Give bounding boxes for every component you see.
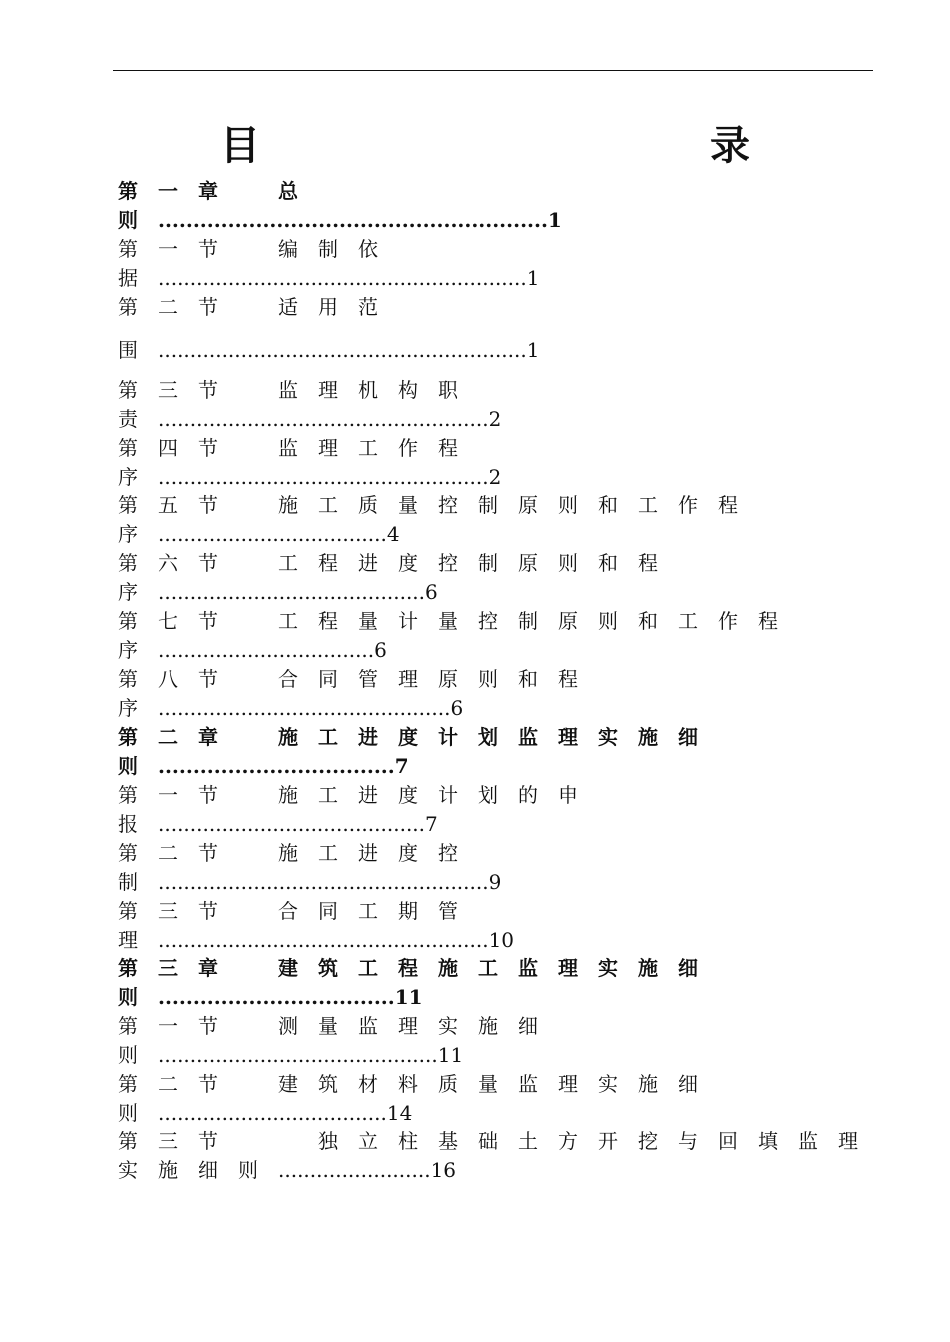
toc-line: 第 四 节 监 理 工 作 程 — [118, 436, 458, 460]
toc-line: 第 八 节 合 同 管 理 原 则 和 程 — [118, 667, 578, 691]
toc-line: 序 ..................................6 — [118, 638, 387, 662]
toc-line: 第 二 节 适 用 范 — [118, 295, 378, 319]
toc-line: 第 一 节 编 制 依 — [118, 237, 378, 261]
toc-line: 第 三 节 独 立 柱 基 础 土 方 开 挖 与 回 填 监 理 — [118, 1129, 858, 1153]
toc-line: 围 ..........................................................1 — [118, 338, 540, 362]
toc-line: 第 二 章 施 工 进 度 计 划 监 理 实 施 细 — [118, 725, 698, 749]
toc-line: 理 ....................................................10 — [118, 928, 515, 952]
toc-line: 报 ..........................................7 — [118, 812, 438, 836]
toc-line: 据 ..........................................................1 — [118, 266, 540, 290]
toc-line: 则 ........................................................1 — [118, 208, 562, 232]
toc-line: 序 ..............................................6 — [118, 696, 464, 720]
toc-line: 则 ..................................11 — [118, 985, 423, 1009]
toc-line: 则 ............................................11 — [118, 1043, 464, 1067]
toc-line: 第 三 节 监 理 机 构 职 — [118, 378, 458, 402]
toc-line: 则 ....................................14 — [118, 1101, 413, 1125]
toc-line: 实 施 细 则 ........................16 — [118, 1158, 457, 1182]
toc-line: 责 ....................................................2 — [118, 407, 502, 431]
toc-line: 第 七 节 工 程 量 计 量 控 制 原 则 和 工 作 程 — [118, 609, 778, 633]
toc-line: 序 ..........................................6 — [118, 580, 438, 604]
toc-line: 第 三 节 合 同 工 期 管 — [118, 899, 458, 923]
toc-line: 第 二 节 建 筑 材 料 质 量 监 理 实 施 细 — [118, 1072, 698, 1096]
toc-line: 第 三 章 建 筑 工 程 施 工 监 理 实 施 细 — [118, 956, 698, 980]
toc-line: 第 二 节 施 工 进 度 控 — [118, 841, 458, 865]
toc-line: 第 五 节 施 工 质 量 控 制 原 则 和 工 作 程 — [118, 493, 738, 517]
toc-line: 第 六 节 工 程 进 度 控 制 原 则 和 程 — [118, 551, 658, 575]
toc-line: 则 ..................................7 — [118, 754, 409, 778]
toc-title-right: 录 — [710, 122, 750, 169]
toc-line: 第 一 节 施 工 进 度 计 划 的 申 — [118, 783, 578, 807]
toc-line: 序 ....................................4 — [118, 522, 400, 546]
toc-line: 制 ....................................................9 — [118, 870, 502, 894]
toc-line: 第 一 章 总 — [118, 179, 298, 203]
toc-line: 第 一 节 测 量 监 理 实 施 细 — [118, 1014, 538, 1038]
toc-title-left: 目 — [220, 122, 260, 169]
header-rule — [113, 70, 873, 71]
toc-line: 序 ....................................................2 — [118, 465, 502, 489]
